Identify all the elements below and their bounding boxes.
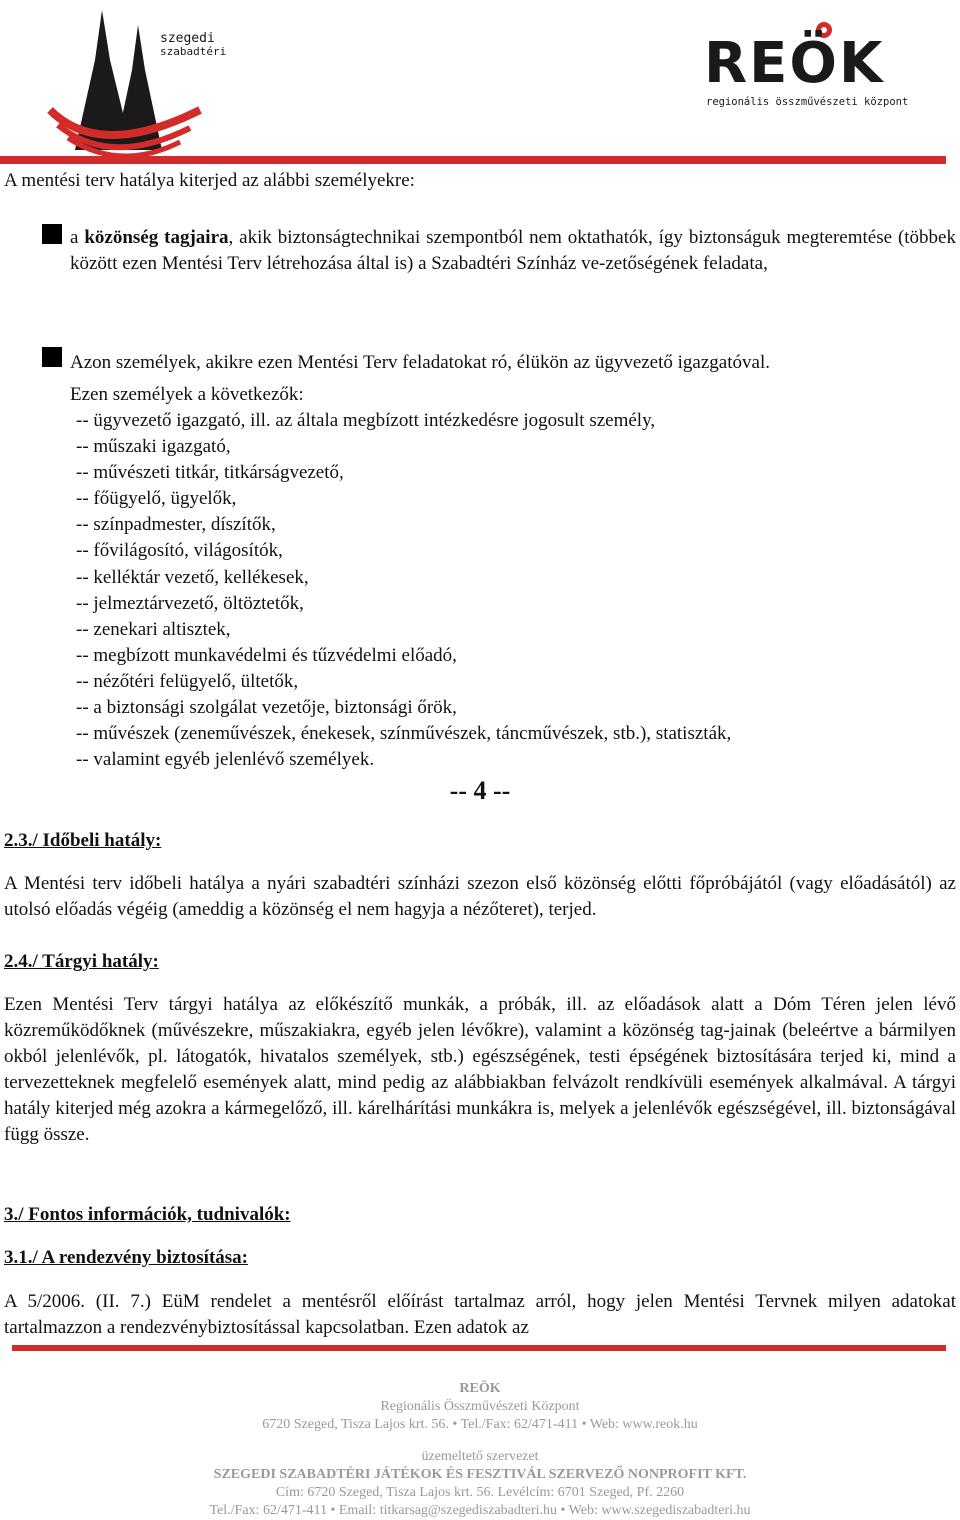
- footer: [0, 1380, 960, 1520]
- intro-text: A mentési terv hatálya kiterjed az alábbi személyekre:: [4, 170, 415, 191]
- list-item: -- nézőtéri felügyelő, ültetők,: [76, 670, 299, 692]
- section-3-1-text: A 5/2006. (II. 7.) EüM rendelet a mentésről előírást tartalmaz arról, hogy jelen Mentési Tervnek milyen adatokat tartalmazzon a rendezvénybiztosítással kapcsolatban. Ezen adatok az: [4, 1291, 956, 1338]
- szegedi-szabadteri-logo: [40, 0, 240, 160]
- bullet2-line1: Azon személyek, akikre ezen Mentési Terv feladatokat ró, élükön az ügyvezető igazgatóval.: [70, 352, 770, 373]
- reok-logo-subtitle: regionális összművészeti központ: [706, 96, 909, 108]
- list-item: -- valamint egyéb jelenlévő személyek.: [76, 749, 375, 771]
- bullet-square-icon: [42, 224, 62, 244]
- role-list: [76, 408, 936, 773]
- list-item: -- színpadmester, díszítők,: [76, 514, 276, 536]
- section-2-3-heading: 2.3./ Időbeli hatály:: [4, 830, 162, 851]
- page-number: -- 4 --: [449, 776, 511, 805]
- list-item: -- művészeti titkár, titkárságvezető,: [76, 462, 344, 484]
- section-2-3-text: A Mentési terv időbeli hatálya a nyári szabadtéri színházi szezon első közönség előtti főpróbájától (vagy előadásától) az utolsó előadás végéig (ameddig a közönség el nem hagyja a nézőteret), terjed.: [4, 873, 956, 920]
- bullet1-bold: közönség tagjaira: [84, 227, 229, 248]
- bullet1-text: [70, 225, 956, 277]
- list-item: -- fővilágosító, világosítók,: [76, 540, 283, 562]
- list-item: -- műszaki igazgató,: [76, 436, 231, 458]
- logo-left-text-1: szegedi: [160, 31, 215, 46]
- bullet1-pre: a: [70, 227, 85, 248]
- list-item: -- a biztonsági szolgálat vezetője, biztonsági őrök,: [76, 697, 457, 719]
- section-2-4-text: Ezen Mentési Terv tárgyi hatálya az előkészítő munkák, a próbák, ill. az előadások alatt a Dóm Téren jelen lévő közreműködőknek (művészekre, műszakiakra, egyéb jelen lévőkre), valamint a közönség tag-jainak (beleértve a bármilyen okból jelenlévők, pl. látogatók, hivatalos személyek, stb.) egészségének, testi épségének biztosítására terjed ki, mind a tervezetteknek megfelelő események alatt, mind pedig az alábbiakban felvázolt rendkívüli események alkalmával. A tárgyi hatály kiterjed még azokra a kármegelőző, ill. kárelhárítási munkákra is, melyek a jelenlévők egészségével, ill. biztonságával függ össze.: [4, 994, 956, 1145]
- section-2-4-heading: 2.4./ Tárgyi hatály:: [4, 951, 159, 972]
- footer-operator-address: Cím: 6720 Szeged, Tisza Lajos krt. 56. Levélcím: 6701 Szeged, Pf. 2260: [275, 1485, 685, 1500]
- list-item: -- ügyvezető igazgató, ill. az általa megbízott intézkedésre jogosult személy,: [76, 410, 656, 431]
- footer-rule: [12, 1345, 946, 1351]
- section-3-heading: 3./ Fontos információk, tudnivalók:: [4, 1204, 291, 1225]
- list-item: -- művészek (zeneművészek, énekesek, színművészek, táncművészek, stb.), statiszták,: [76, 723, 732, 745]
- header: [0, 0, 960, 166]
- list-item: -- zenekari altisztek,: [76, 618, 231, 640]
- list-item: -- jelmeztárvezető, öltöztetők,: [76, 592, 304, 614]
- bullet-square-icon: [42, 347, 62, 367]
- footer-org-address: 6720 Szeged, Tisza Lajos krt. 56. • Tel./Fax: 62/471-411 • Web: www.reok.hu: [262, 1417, 698, 1432]
- reok-logo: [704, 22, 909, 112]
- logo-left-text-2: szabadtéri: [160, 45, 227, 58]
- bullet2-line2: Ezen személyek a következők:: [70, 384, 304, 405]
- list-item: -- megbízott munkavédelmi és tűzvédelmi előadó,: [76, 644, 457, 666]
- footer-org: REÖK: [459, 1381, 501, 1396]
- section-3-1-heading: 3.1./ A rendezvény biztosítása:: [4, 1247, 249, 1268]
- header-rule: [0, 156, 946, 164]
- list-item: -- kelléktár vezető, kellékesek,: [76, 566, 309, 588]
- reok-logo-name: REÖK: [704, 31, 885, 96]
- footer-operator-contact: Tel./Fax: 62/471-411 • Email: titkarsag@szegediszabadteri.hu • Web: www.szegediszabadteri.hu: [209, 1503, 751, 1518]
- footer-operator-label: üzemeltető szervezet: [421, 1449, 539, 1464]
- list-item: -- főügyelő, ügyelők,: [76, 488, 237, 510]
- footer-operator-name: SZEGEDI SZABADTÉRI JÁTÉKOK ÉS FESZTIVÁL SZERVEZŐ NONPROFIT KFT.: [213, 1467, 747, 1482]
- bullet1-rest: , akik biztonságtechnikai szempontból nem oktathatók, így biztonságuk megteremtése (többek között ezen Mentési Terv létrehozása által is) a Szabadtéri Színház ve-zetőségének feladata,: [70, 227, 956, 274]
- footer-org-full: Regionális Összművészeti Központ: [380, 1399, 580, 1414]
